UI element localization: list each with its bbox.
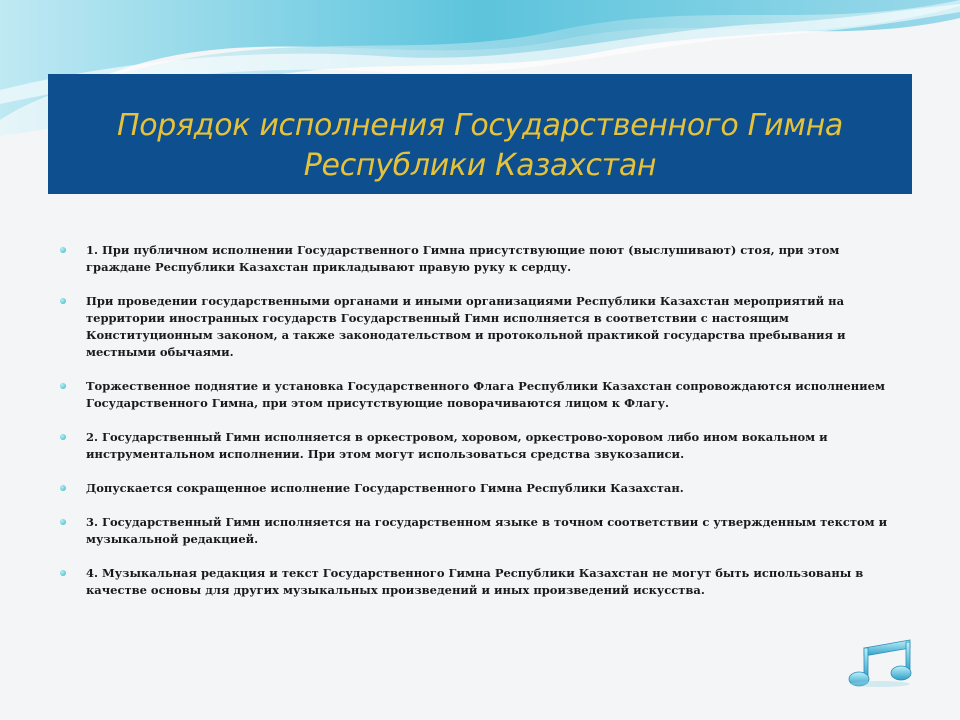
list-item-text: Допускается сокращенное исполнение Государственного Гимна Республики Казахстан. (86, 481, 684, 495)
title-banner (48, 74, 912, 194)
bullet-icon (60, 434, 66, 440)
music-notes-icon (846, 638, 924, 690)
list-item-text: 2. Государственный Гимн исполняется в оркестровом, хоровом, оркестрово-хоровом либо ином вокальном и инструментальном исполнении. При этом могут использоваться средства звукозаписи. (86, 430, 828, 461)
bullet-icon (60, 383, 66, 389)
list-item (56, 429, 908, 463)
list-item (56, 293, 908, 361)
bullet-list (56, 242, 908, 616)
bullet-icon (60, 519, 66, 525)
list-item (56, 242, 908, 276)
list-item-text: Торжественное поднятие и установка Государственного Флага Республики Казахстан сопровождаются исполнением Государственного Гимна, при этом присутствующие поворачиваются лицом к Флагу. (86, 379, 885, 410)
bullet-icon (60, 570, 66, 576)
bullet-icon (60, 298, 66, 304)
list-item (56, 565, 908, 599)
slide-title-line-2: Республики Казахстан (303, 148, 657, 183)
list-item-text: 1. При публичном исполнении Государственного Гимна присутствующие поют (выслушивают) стоя, при этом граждане Республики Казахстан прикладывают правую руку к сердцу. (86, 243, 840, 274)
slide-title-line-1: Порядок исполнения Государственного Гимна (116, 108, 844, 143)
list-item-text: При проведении государственными органами и иными организациями Республики Казахстан мероприятий на территории иностранных государств Государственный Гимн исполняется в соответствии с настоящим Конституционным законом, а также законодательством и протокольной практикой государства пребывания и местными обычаями. (86, 294, 846, 359)
bullet-icon (60, 485, 66, 491)
list-item (56, 514, 908, 548)
list-item (56, 480, 908, 497)
list-item-text: 3. Государственный Гимн исполняется на государственном языке в точном соответствии с утвержденным текстом и музыкальной редакцией. (86, 515, 888, 546)
list-item-text: 4. Музыкальная редакция и текст Государственного Гимна Республики Казахстан не могут быть использованы в качестве основы для других музыкальных произведений и иных произведений искусства. (86, 566, 864, 597)
list-item (56, 378, 908, 412)
bullet-icon (60, 247, 66, 253)
